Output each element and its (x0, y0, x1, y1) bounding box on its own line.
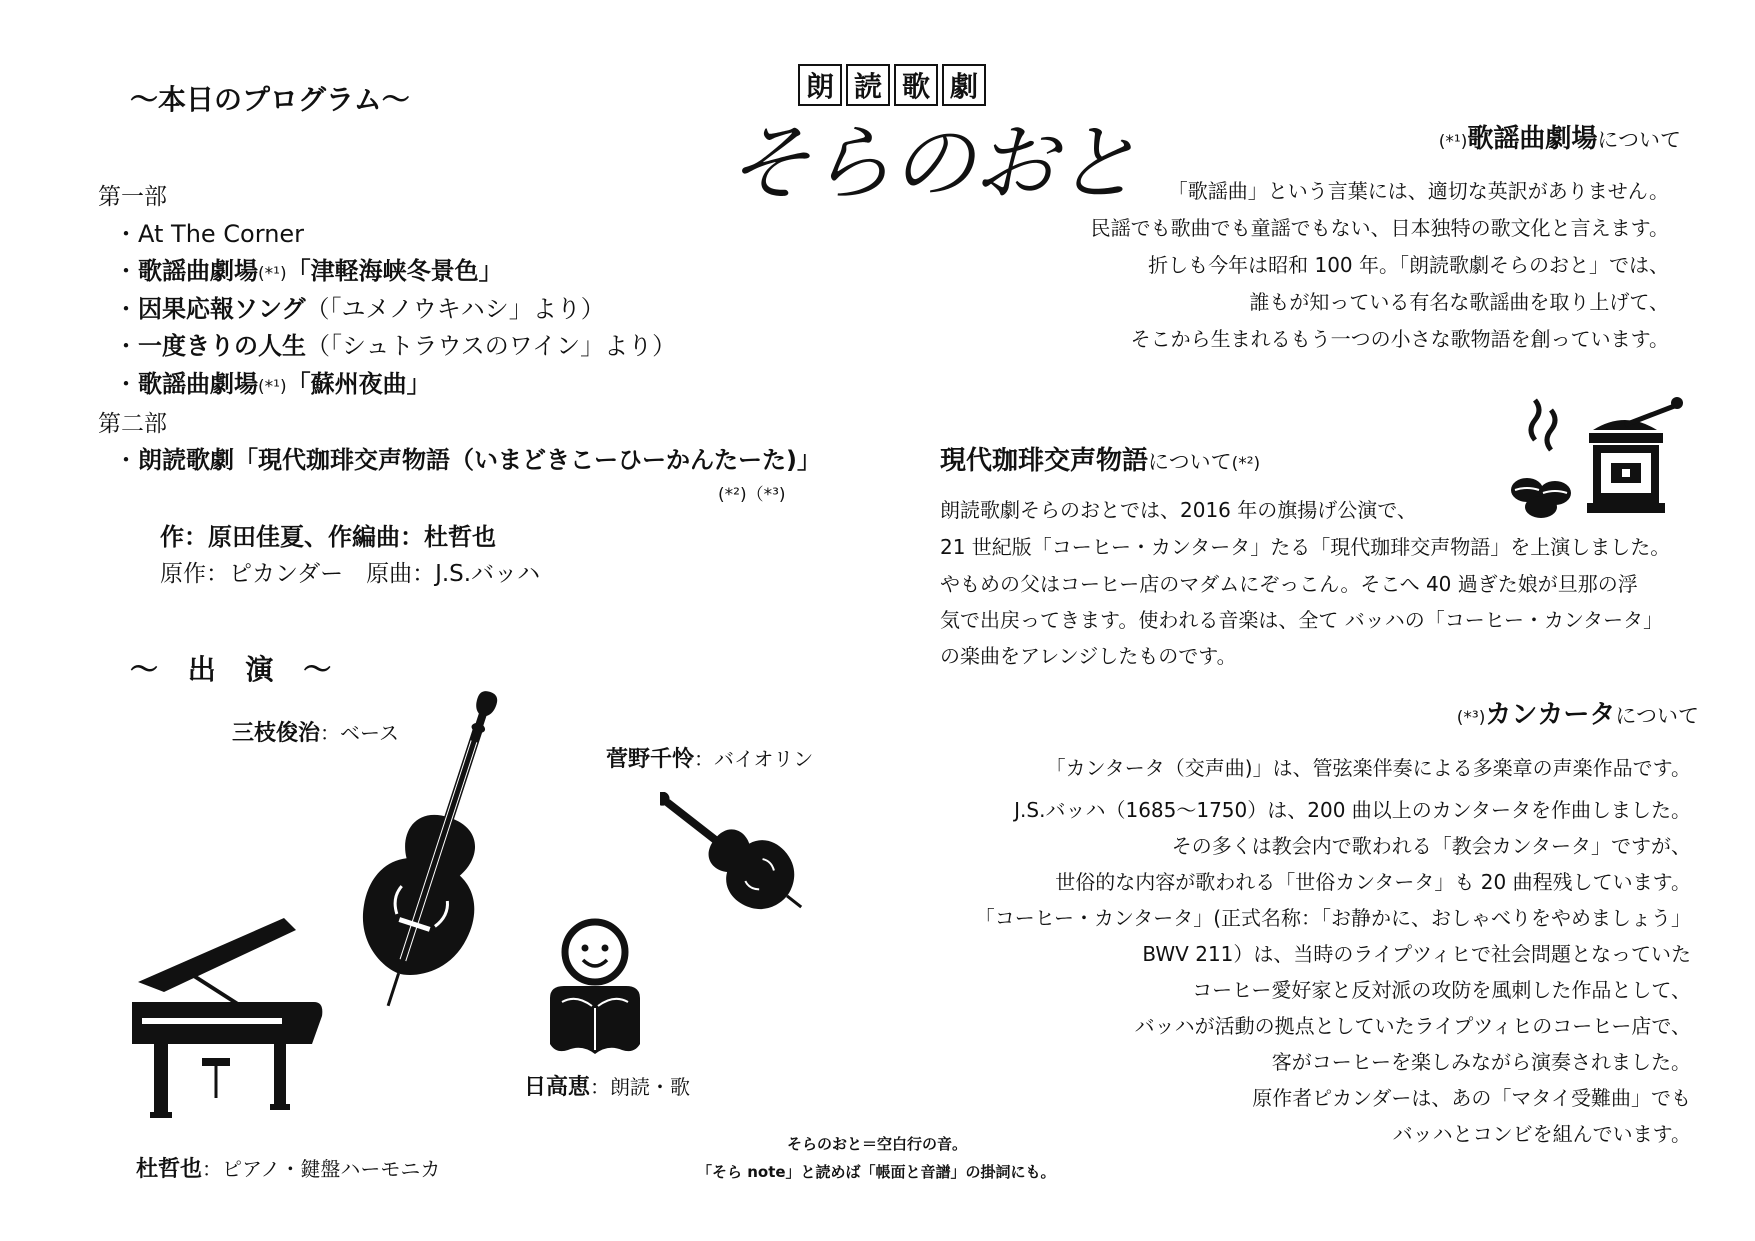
reader-icon (540, 918, 650, 1058)
double-bass-icon (360, 676, 520, 1016)
logo-box: 読 (846, 64, 890, 106)
logo-box: 歌 (894, 64, 938, 106)
cast-reader-caption: 日高恵：朗読・歌 (524, 1075, 691, 1100)
credits-composer: 作：原田佳夏、作編曲：杜哲也 (160, 523, 496, 551)
section3-line: BWV 211）は、当時のライプツィヒで社会問題となっていた (1142, 942, 1691, 966)
part2-refs: (*²)（*³) (718, 485, 786, 505)
section3-line: バッハが活動の拠点としていたライプツィヒのコーヒー店で、 (1134, 1014, 1691, 1038)
grand-piano-icon (124, 906, 324, 1126)
section3-line: その多くは教会内で歌われる「教会カンタータ」ですが、 (1171, 834, 1691, 858)
section1-line: 折しも今年は昭和 100 年。「朗読歌劇そらのおと」では、 (1148, 253, 1669, 277)
coffee-grinder-icon (1505, 395, 1685, 520)
section1-line: 「歌謡曲」という言葉には、適切な英訳がありません。 (1167, 179, 1669, 203)
program-item-4: ・一度きりの人生（「シュトラウスのワイン」より） (114, 332, 677, 360)
footer-line-1: そらのおと＝空白行の音。 (787, 1135, 968, 1153)
logo-box: 劇 (942, 64, 986, 106)
section3-line: バッハとコンビを組んでいます。 (1392, 1122, 1691, 1146)
logo-title: そらのおと (727, 114, 1138, 212)
section3-line: 客がコーヒーを楽しみながら演奏されました。 (1271, 1050, 1691, 1074)
program-item-1: ・At The Corner (114, 220, 305, 248)
logo-box: 朗 (798, 64, 842, 106)
section1-line: 民謡でも歌曲でも童謡でもない、日本独特の歌文化と言えます。 (1090, 216, 1669, 240)
section3-line: コーヒー愛好家と反対派の攻防を風刺した作品として、 (1192, 978, 1691, 1002)
program-item-part2: ・朗読歌劇「現代珈琲交声物語（いまどきこーひーかんたーた)」 (114, 446, 821, 474)
section2-line: の楽曲をアレンジしたものです。 (940, 644, 1237, 668)
cast-heading: 〜 出 演 〜 (130, 653, 342, 686)
section2-line: 21 世紀版「コーヒー・カンタータ」たる「現代珈琲交声物語」を上演しました。 (940, 535, 1671, 559)
credits-original: 原作：ピカンダー 原曲：J.S.バッハ (160, 561, 541, 587)
section2-line: 朗読歌劇そらのおとでは、2016 年の旗揚げ公演で、 (940, 498, 1417, 522)
cast-bass-caption: 三枝俊治：ベース (232, 721, 400, 746)
part1-label: 第一部 (98, 184, 167, 210)
violin-icon (660, 792, 840, 942)
program-item-3: ・因果応報ソング（「ユメノウキハシ」より） (114, 295, 605, 323)
section2-line: 気で出戻ってきます。使われる音楽は、全て バッハの「コーヒー・カンタータ」 (940, 608, 1664, 632)
section3-line: 世俗的な内容が歌われる「世俗カンタータ」も 20 曲程残しています。 (1055, 870, 1691, 894)
section3-line: 原作者ピカンダーは、あの「マタイ受難曲」でも (1252, 1086, 1691, 1110)
program-item-2: ・歌謡曲劇場(*¹)「津軽海峡冬景色」 (114, 257, 503, 285)
cast-piano-caption: 杜哲也：ピアノ・鍵盤ハーモニカ (136, 1157, 441, 1182)
section3-heading: (*³)カンカータについて (1456, 700, 1699, 730)
section1-heading: (*¹)歌謡曲劇場について (1438, 124, 1681, 154)
section3-line: J.S.バッハ（1685〜1750）は、200 曲以上のカンタータを作曲しました。 (1014, 798, 1691, 822)
program-item-5: ・歌謡曲劇場(*¹)「蘇州夜曲」 (114, 370, 431, 398)
section1-line: 誰もが知っている有名な歌謡曲を取り上げて、 (1249, 290, 1669, 314)
footer-line-2: 「そら note」と読めば「帳面と音譜」の掛詞にも。 (697, 1163, 1056, 1181)
program-heading: 〜本日のプログラム〜 (130, 83, 410, 116)
section2-heading: 現代珈琲交声物語について(*²) (940, 446, 1261, 476)
section3-line: 「コーヒー・カンタータ」(正式名称：「お静かに、おしゃべりをやめましょう」 (974, 906, 1691, 930)
section2-line: やもめの父はコーヒー店のマダムにぞっこん。そこへ 40 過ぎた娘が旦那の浮 (940, 572, 1638, 596)
section3-line: 「カンタータ（交声曲)」は、管弦楽伴奏による多楽章の声楽作品です。 (1045, 756, 1691, 780)
part2-label: 第二部 (98, 411, 167, 437)
section1-line: そこから生まれるもう一つの小さな歌物語を創っています。 (1130, 327, 1669, 351)
cast-violin-caption: 菅野千怜：バイオリン (606, 747, 814, 772)
